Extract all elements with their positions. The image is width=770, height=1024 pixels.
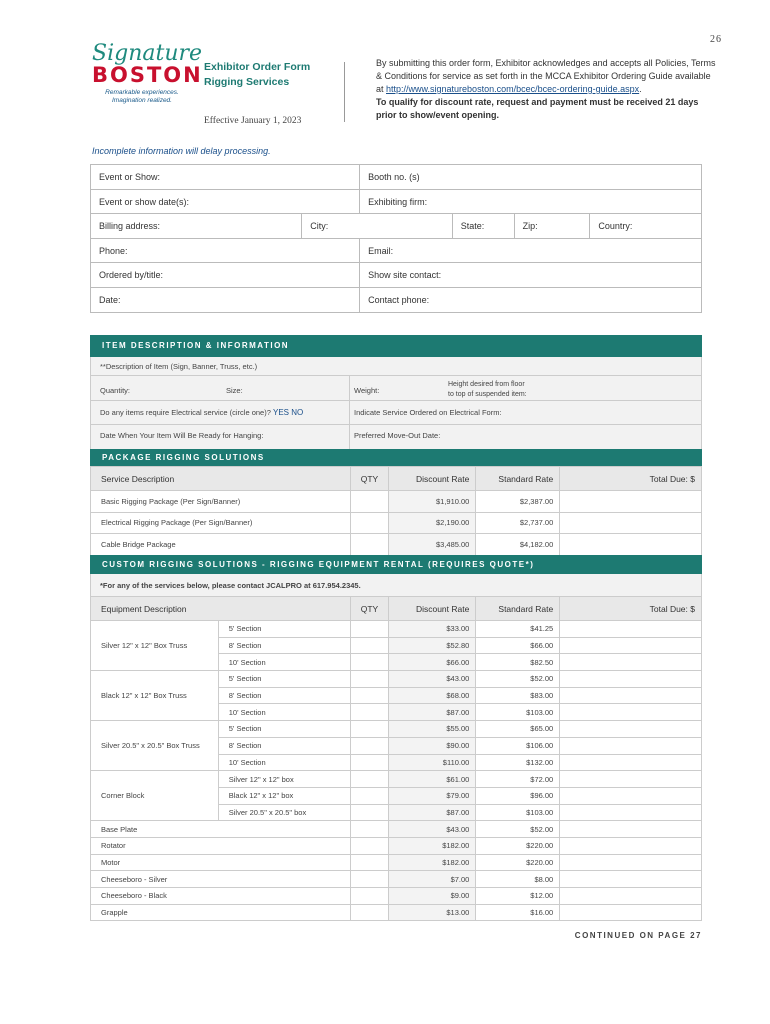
equipment-name: Base Plate [91,821,351,838]
page-number: 26 [710,34,722,45]
equipment-qty-input[interactable] [350,687,389,704]
equipment-sub-item: 8' Section [218,687,350,704]
terms-notice [376,57,716,122]
notice-period: . [639,84,642,94]
equipment-standard-rate: $52.00 [476,821,560,838]
equipment-discount-rate: $87.00 [389,804,476,821]
equipment-row [91,837,702,854]
equipment-total-input[interactable] [560,821,702,838]
package-discount-rate: $3,485.00 [389,534,476,556]
contact-row [91,165,701,190]
equipment-sub-item: 10' Section [218,654,350,671]
col-total-due: Total Due: $ [560,467,702,491]
discount-notice: To qualify for discount rate, request and payment must be received 21 days prior to show/event opening. [376,97,699,120]
contact-row [91,288,701,313]
height-label-line1: Height desired from floor [448,381,525,388]
equipment-sub-item: 5' Section [218,671,350,688]
package-standard-rate: $2,387.00 [476,491,560,513]
incomplete-warning: Incomplete information will delay processing. [92,146,271,156]
phone-field[interactable]: Phone: [91,239,360,263]
col-discount-rate: Discount Rate [389,467,476,491]
height-label[interactable] [448,380,527,400]
firm-field[interactable]: Exhibiting firm: [368,196,428,207]
equipment-standard-rate: $103.00 [476,804,560,821]
package-row [91,491,702,513]
header-divider [344,62,345,122]
equipment-standard-rate: $65.00 [476,721,560,738]
item-description-label[interactable]: **Description of Item (Sign, Banner, Truss, etc.) [100,362,258,371]
equipment-discount-rate: $33.00 [389,621,476,638]
equipment-discount-rate: $90.00 [389,737,476,754]
logo-script: Signature [92,41,203,66]
package-table-header [91,467,702,491]
effective-date: Effective January 1, 2023 [204,116,302,126]
equipment-qty-input[interactable] [350,621,389,638]
equipment-group-name: Silver 12" x 12" Box Truss [91,621,219,671]
ready-date-label[interactable]: Date When Your Item Will Be Ready for Hanging: [100,431,264,440]
logo-wordmark: BOSTON [92,63,203,87]
package-description: Basic Rigging Package (Per Sign/Banner) [91,491,351,513]
equipment-discount-rate: $68.00 [389,687,476,704]
equipment-sub-item: Black 12" x 12" box [218,787,350,804]
equipment-total-input[interactable] [560,854,702,871]
equipment-group-name: Corner Block [91,771,219,821]
package-qty-input[interactable] [350,534,389,556]
equipment-sub-item: 8' Section [218,637,350,654]
electrical-question [100,408,303,417]
package-total-input[interactable] [560,534,702,556]
equipment-total-input[interactable] [560,654,702,671]
equipment-qty-input[interactable] [350,754,389,771]
equipment-row [91,671,702,688]
equipment-standard-rate: $103.00 [476,704,560,721]
ordered-by-field[interactable]: Ordered by/title: [91,263,360,287]
contact-row [91,263,701,288]
signature-boston-logo [92,41,203,105]
logo-tagline-1: Remarkable experiences. [105,89,179,96]
billing-field[interactable]: Billing address: [91,214,302,238]
equipment-discount-rate: $13.00 [389,904,476,921]
equipment-qty-input[interactable] [350,654,389,671]
equipment-total-input[interactable] [560,787,702,804]
quantity-label[interactable]: Quantity: [100,386,131,395]
equipment-standard-rate: $66.00 [476,637,560,654]
contact-row [91,190,701,215]
item-section-header: ITEM DESCRIPTION & INFORMATION [90,335,702,357]
custom-section-header: CUSTOM RIGGING SOLUTIONS - RIGGING EQUIPMENT RENTAL (REQUIRES QUOTE*) [90,555,702,574]
site-contact-field[interactable]: Show site contact: [368,270,442,280]
package-discount-rate: $1,910.00 [389,491,476,513]
zip-field[interactable]: Zip: [515,214,591,238]
equipment-total-input[interactable] [560,637,702,654]
notice-text: By submitting this order form, Exhibitor acknowledges and accepts all Policies, Terms & Conditions for service as set forth in the MCCA Exhibitor Ordering Guide available at [376,58,716,94]
col-total-due: Total Due: $ [560,597,702,621]
package-description: Electrical Rigging Package (Per Sign/Banner) [91,512,351,534]
equipment-discount-rate: $52.80 [389,637,476,654]
equipment-discount-rate: $87.00 [389,704,476,721]
package-section-header: PACKAGE RIGGING SOLUTIONS [90,449,702,466]
package-qty-input[interactable] [350,491,389,513]
equipment-total-input[interactable] [560,621,702,638]
contact-row [91,214,701,239]
equipment-qty-input[interactable] [350,671,389,688]
ordering-guide-link[interactable]: http://www.signatureboston.com/bcec/bcec-ordering-guide.aspx [386,84,640,94]
contact-row [91,239,701,264]
equipment-discount-rate: $182.00 [389,837,476,854]
equipment-row [91,721,702,738]
booth-field[interactable]: Booth no. (s) [368,172,420,182]
package-row [91,512,702,534]
equipment-standard-rate: $41.25 [476,621,560,638]
email-field[interactable]: Email: [368,245,394,256]
equipment-discount-rate: $9.00 [389,888,476,905]
col-discount-rate: Discount Rate [389,597,476,621]
equipment-row [91,771,702,788]
equipment-row [91,888,702,905]
equipment-standard-rate: $12.00 [476,888,560,905]
equipment-total-input[interactable] [560,888,702,905]
event-field[interactable]: Event or Show: [91,165,360,189]
size-label[interactable]: Size: [226,386,243,395]
col-standard-rate: Standard Rate [476,597,560,621]
equipment-total-input[interactable] [560,904,702,921]
equipment-qty-input[interactable] [350,888,389,905]
equipment-sub-item: 10' Section [218,754,350,771]
equipment-name: Grapple [91,904,351,921]
height-label-line2: to top of suspended item: [448,391,527,398]
package-standard-rate: $2,737.00 [476,512,560,534]
equipment-qty-input[interactable] [350,637,389,654]
equipment-discount-rate: $61.00 [389,771,476,788]
equipment-standard-rate: $106.00 [476,737,560,754]
equipment-total-input[interactable] [560,687,702,704]
col-standard-rate: Standard Rate [476,467,560,491]
equipment-standard-rate: $96.00 [476,787,560,804]
equipment-name: Rotator [91,837,351,854]
package-description: Cable Bridge Package [91,534,351,556]
equipment-discount-rate: $79.00 [389,787,476,804]
equipment-group-name: Silver 20.5" x 20.5" Box Truss [91,721,219,771]
equipment-row [91,854,702,871]
custom-note: *For any of the services below, please contact JCALPRO at 617.954.2345. [100,581,361,590]
equipment-total-input[interactable] [560,871,702,888]
equipment-qty-input[interactable] [350,771,389,788]
contact-info-grid [90,164,702,313]
equipment-row [91,621,702,638]
equipment-total-input[interactable] [560,704,702,721]
equipment-name: Cheeseboro - Silver [91,871,351,888]
equipment-sub-item: 8' Section [218,737,350,754]
equipment-discount-rate: $66.00 [389,654,476,671]
yes-no-choice[interactable]: YES NO [273,408,304,417]
equipment-sub-item: 5' Section [218,721,350,738]
equipment-standard-rate: $52.00 [476,671,560,688]
electrical-question-text: Do any items require Electrical service (circle one)? [100,408,271,417]
equipment-total-input[interactable] [560,804,702,821]
equipment-discount-rate: $182.00 [389,854,476,871]
equipment-sub-item: Silver 20.5" x 20.5" box [218,804,350,821]
equipment-total-input[interactable] [560,837,702,854]
equipment-standard-rate: $220.00 [476,854,560,871]
equipment-row [91,904,702,921]
equipment-qty-input[interactable] [350,854,389,871]
package-total-input[interactable] [560,512,702,534]
equipment-qty-input[interactable] [350,737,389,754]
equipment-qty-input[interactable] [350,804,389,821]
equipment-standard-rate: $82.50 [476,654,560,671]
col-equipment-description: Equipment Description [91,597,351,621]
equipment-qty-input[interactable] [350,721,389,738]
form-title [204,60,310,90]
equipment-discount-rate: $7.00 [389,871,476,888]
equipment-discount-rate: $55.00 [389,721,476,738]
equipment-standard-rate: $16.00 [476,904,560,921]
weight-label[interactable]: Weight: [354,386,380,395]
equipment-discount-rate: $43.00 [389,821,476,838]
dates-field[interactable]: Event or show date(s): [91,190,360,214]
equipment-table-header [91,597,702,621]
equipment-row [91,821,702,838]
package-row [91,534,702,556]
form-title-line2: Rigging Services [204,76,290,88]
equipment-standard-rate: $83.00 [476,687,560,704]
equipment-sub-item: 5' Section [218,621,350,638]
equipment-name: Cheeseboro - Black [91,888,351,905]
equipment-table [90,596,702,921]
equipment-qty-input[interactable] [350,787,389,804]
equipment-discount-rate: $110.00 [389,754,476,771]
contact-phone-field[interactable]: Contact phone: [368,294,430,305]
col-service-description: Service Description [91,467,351,491]
equipment-row [91,871,702,888]
equipment-total-input[interactable] [560,671,702,688]
equipment-sub-item: 10' Section [218,704,350,721]
equipment-qty-input[interactable] [350,821,389,838]
logo-tagline-2: Imagination realized. [112,97,172,104]
equipment-standard-rate: $8.00 [476,871,560,888]
equipment-total-input[interactable] [560,721,702,738]
equipment-qty-input[interactable] [350,704,389,721]
equipment-sub-item: Silver 12" x 12" box [218,771,350,788]
country-field[interactable]: Country: [598,221,633,231]
package-qty-input[interactable] [350,512,389,534]
package-table [90,466,702,556]
electrical-indicate-label[interactable]: Indicate Service Ordered on Electrical Form: [354,408,502,417]
state-field[interactable]: State: [453,214,515,238]
equipment-total-input[interactable] [560,737,702,754]
col-qty: QTY [350,467,389,491]
equipment-name: Motor [91,854,351,871]
equipment-qty-input[interactable] [350,837,389,854]
equipment-standard-rate: $220.00 [476,837,560,854]
equipment-total-input[interactable] [560,771,702,788]
equipment-standard-rate: $132.00 [476,754,560,771]
equipment-total-input[interactable] [560,754,702,771]
continued-note: CONTINUED ON PAGE 27 [574,931,702,940]
equipment-discount-rate: $43.00 [389,671,476,688]
equipment-standard-rate: $72.00 [476,771,560,788]
form-title-line1: Exhibitor Order Form [204,61,311,73]
package-standard-rate: $4,182.00 [476,534,560,556]
equipment-qty-input[interactable] [350,904,389,921]
package-discount-rate: $2,190.00 [389,512,476,534]
equipment-qty-input[interactable] [350,871,389,888]
col-qty: QTY [350,597,389,621]
package-total-input[interactable] [560,491,702,513]
city-field[interactable]: City: [302,214,453,238]
equipment-group-name: Black 12" x 12" Box Truss [91,671,219,721]
move-out-label[interactable]: Preferred Move-Out Date: [354,431,441,440]
date-field[interactable]: Date: [91,288,360,313]
